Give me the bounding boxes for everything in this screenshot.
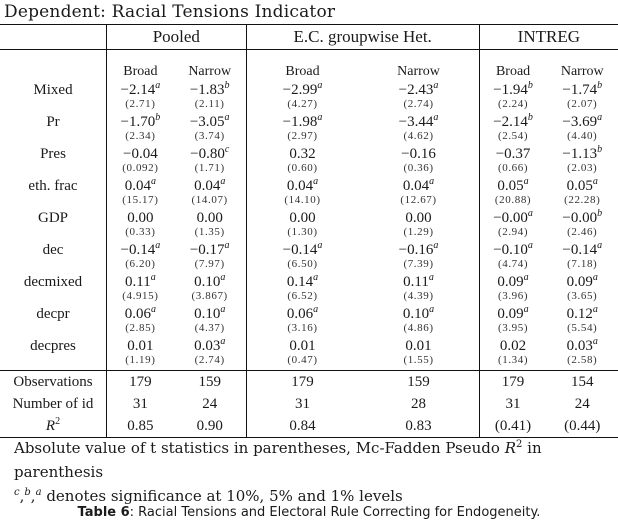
coefficient-cell [358, 178, 479, 210]
stat-value: 0.90 [174, 415, 246, 438]
estimate: −0.17$^a$ [189, 240, 230, 258]
coefficient-cell [246, 210, 358, 242]
coefficient-cell [546, 274, 618, 306]
coefficient-cell [358, 82, 479, 114]
coefficient-cell [479, 210, 546, 242]
coefficient-cell [174, 146, 246, 178]
t-statistic: (4.74) [497, 258, 529, 270]
t-statistic: (2.58) [567, 354, 598, 366]
t-statistic: (1.29) [403, 226, 434, 238]
estimate: −2.14$^b$ [493, 112, 533, 130]
variable-label: Mixed [0, 82, 107, 114]
t-statistic: (5.54) [567, 322, 598, 334]
coefficient-cell [546, 146, 618, 178]
caption-text: : Racial Tensions and Electoral Rule Correcting for Endogeneity. [129, 505, 541, 520]
stat-row [0, 371, 618, 394]
estimate: 0.04$^a$ [124, 176, 156, 194]
significance-marker: a [597, 240, 603, 251]
t-statistic: (2.07) [567, 98, 598, 110]
stat-value: 31 [295, 395, 310, 412]
significance-marker: a [313, 272, 319, 283]
coefficient-cell [246, 178, 358, 210]
coefficient-cell [479, 146, 546, 178]
estimate: 0.04$^a$ [194, 176, 226, 194]
estimate: −2.99$^a$ [282, 80, 323, 98]
coefficient-cell [546, 242, 618, 274]
significance-marker: a [224, 112, 230, 123]
t-statistic: (4.915) [122, 290, 159, 302]
stat-value: 179 [479, 371, 546, 394]
significance-marker: a [433, 112, 439, 123]
coefficient-rows [0, 82, 618, 371]
estimate: −0.00$^a$ [493, 208, 533, 226]
significance-marker: a [220, 336, 226, 347]
estimate: 0.00 [405, 210, 432, 226]
estimate: 0.06$^a$ [124, 304, 156, 322]
significance-marker: b [527, 112, 533, 123]
significance-marker: b [224, 80, 230, 91]
coefficient-cell [546, 178, 618, 210]
t-statistic: (2.71) [125, 98, 156, 110]
significance-marker: a [428, 272, 434, 283]
estimate: 0.10$^a$ [194, 272, 226, 290]
stat-value: (0.41) [479, 415, 546, 438]
significance-marker: a [220, 304, 226, 315]
t-statistic: (4.40) [567, 130, 598, 142]
significance-marker: a [317, 112, 323, 123]
significance-marker: a [151, 176, 156, 187]
coefficient-cell [479, 114, 546, 146]
coefficient-cell [107, 114, 174, 146]
t-statistic: (1.30) [287, 226, 318, 238]
estimate: −0.37 [495, 146, 531, 162]
subheader-narrow: Narrow [174, 50, 246, 83]
t-statistic: (14.10) [284, 194, 321, 206]
coefficient-cell [107, 242, 174, 274]
coefficient-cell [107, 210, 174, 242]
stat-label: Observations [0, 371, 107, 394]
group-header-pooled: Pooled [107, 25, 247, 50]
estimate: 0.00 [196, 210, 223, 226]
estimate: 0.05$^a$ [497, 176, 529, 194]
table-row [0, 178, 618, 210]
estimate: 0.04$^a$ [402, 176, 435, 194]
subheader-narrow: Narrow [560, 64, 604, 79]
stat-value: 31 [132, 395, 148, 412]
table-row [0, 274, 618, 306]
t-statistic: (2.94) [497, 226, 529, 238]
significance-marker: a [155, 240, 161, 251]
variable-label: dec [0, 242, 107, 274]
coefficient-cell [479, 178, 546, 210]
coefficient-cell [246, 274, 358, 306]
coefficient-cell [479, 338, 546, 371]
t-statistic: (0.66) [497, 162, 529, 174]
significance-marker: a [220, 176, 226, 187]
t-statistic: (3.867) [191, 290, 228, 302]
subheader-row [0, 50, 618, 83]
t-statistic: (0.47) [287, 354, 318, 366]
variable-label: decpr [0, 306, 107, 338]
coefficient-cell [546, 306, 618, 338]
coefficient-cell [479, 82, 546, 114]
significance-marker: a [317, 80, 323, 91]
note-line-2: $^c$,$^b$,$^a$ denotes significance at 10%, 5% and 1% levels [14, 487, 403, 505]
variable-label: decpres [0, 338, 107, 371]
coefficient-cell [358, 114, 479, 146]
estimate: 0.01 [127, 338, 154, 354]
coefficient-cell [546, 338, 618, 371]
estimate: −3.44$^a$ [398, 112, 439, 130]
significance-marker: a [155, 80, 161, 91]
variable-label: decmixed [0, 274, 107, 306]
table-row [0, 82, 618, 114]
significance-marker: a [592, 272, 598, 283]
coefficient-cell [174, 242, 246, 274]
t-statistic: (3.95) [497, 322, 529, 334]
estimate: −2.14$^a$ [120, 80, 161, 98]
estimate: −3.69$^a$ [562, 112, 603, 130]
subheader-broad: Broad [285, 64, 320, 79]
estimate: −0.16$^a$ [398, 240, 439, 258]
estimate: 0.09$^a$ [566, 272, 598, 290]
table-caption [0, 505, 618, 520]
stat-value: 24 [174, 393, 246, 415]
estimate: 0.03$^a$ [566, 336, 598, 354]
t-statistic: (0.60) [287, 162, 318, 174]
t-statistic: (4.37) [194, 322, 225, 334]
coefficient-cell [246, 82, 358, 114]
estimate: 0.06$^a$ [286, 304, 319, 322]
significance-marker: a [150, 272, 156, 283]
t-statistic: (2.46) [567, 226, 598, 238]
significance-marker: a [313, 304, 319, 315]
coefficient-cell [358, 242, 479, 274]
group-header-row [0, 25, 618, 50]
t-statistic: (22.28) [564, 194, 601, 206]
stat-value: 0.84 [246, 415, 358, 438]
coefficient-cell [246, 306, 358, 338]
stat-row [0, 393, 618, 415]
table-row [0, 146, 618, 178]
regression-table [0, 24, 618, 438]
coefficient-cell [174, 274, 246, 306]
t-statistic: (2.74) [403, 98, 434, 110]
coefficient-cell [107, 146, 174, 178]
estimate: −1.94$^b$ [493, 80, 533, 98]
coefficient-cell [107, 178, 174, 210]
coefficient-cell [358, 338, 479, 371]
t-statistic: (2.85) [125, 322, 156, 334]
estimate: −0.04 [123, 146, 158, 162]
significance-marker: b [155, 112, 161, 123]
estimate: 0.05$^a$ [566, 176, 598, 194]
significance-marker: a [313, 176, 319, 187]
estimate: 0.01 [289, 338, 316, 354]
stat-label: Number of id [0, 393, 107, 415]
significance-marker: a [523, 176, 529, 187]
t-statistic: (1.71) [194, 162, 225, 174]
significance-marker: b [597, 208, 603, 219]
significance-marker: a [224, 240, 230, 251]
t-statistic: (14.07) [191, 194, 228, 206]
t-statistic: (1.55) [403, 354, 434, 366]
coefficient-cell [358, 306, 479, 338]
table-title: Dependent: Racial Tensions Indicator [4, 2, 336, 22]
coefficient-cell [174, 338, 246, 371]
t-statistic: (7.39) [403, 258, 434, 270]
stat-value: (0.44) [546, 415, 618, 438]
stat-value: 0.85 [107, 415, 174, 438]
estimate: 0.09$^a$ [497, 304, 529, 322]
coefficient-cell [246, 242, 358, 274]
estimate: −0.14$^a$ [562, 240, 603, 258]
significance-marker: a [523, 304, 529, 315]
estimate: 0.00 [127, 210, 154, 226]
t-statistic: (0.33) [125, 226, 156, 238]
note-line-1: Absolute value of t statistics in parentheses, Mc-Fadden Pseudo $R^2$ in parenthesis [14, 439, 542, 481]
significance-marker: a [592, 336, 598, 347]
coefficient-cell [246, 114, 358, 146]
stat-value: 24 [574, 395, 590, 412]
t-statistic: (15.17) [122, 194, 159, 206]
estimate: −1.74$^b$ [562, 80, 603, 98]
significance-marker: c [224, 144, 230, 155]
t-statistic: (3.74) [194, 130, 225, 142]
significance-marker: a [592, 304, 598, 315]
caption-label: Table 6 [77, 505, 130, 520]
coefficient-cell [546, 82, 618, 114]
variable-label: GDP [0, 210, 107, 242]
t-statistic: (2.24) [497, 98, 529, 110]
t-statistic: (4.62) [403, 130, 434, 142]
estimate: −0.14$^a$ [120, 240, 161, 258]
estimate: 0.02 [499, 338, 527, 354]
estimate: 0.01 [405, 338, 432, 354]
stat-value: 159 [174, 371, 246, 394]
t-statistic: (3.96) [497, 290, 529, 302]
stat-value: 179 [107, 371, 174, 394]
statistics-rows [0, 371, 618, 438]
coefficient-cell [246, 338, 358, 371]
table-row [0, 338, 618, 371]
estimate: −2.43$^a$ [398, 80, 439, 98]
significance-marker: b [597, 80, 603, 91]
estimate: 0.10$^a$ [402, 304, 435, 322]
t-statistic: (2.97) [287, 130, 318, 142]
estimate: −0.16 [401, 146, 436, 162]
variable-label: Pr [0, 114, 107, 146]
t-statistic: (4.27) [287, 98, 318, 110]
significance-marker: a [220, 272, 226, 283]
stat-value: 159 [358, 371, 479, 394]
coefficient-cell [107, 306, 174, 338]
estimate: −0.00$^b$ [562, 208, 603, 226]
subheader-broad: Broad [123, 64, 158, 79]
significance-marker: a [597, 112, 603, 123]
significance-marker: a [527, 208, 533, 219]
significance-marker: b [527, 80, 533, 91]
estimate: 0.14$^a$ [286, 272, 319, 290]
coefficient-cell [479, 306, 546, 338]
coefficient-cell [107, 82, 174, 114]
stat-value: 0.83 [358, 415, 479, 438]
table-row [0, 306, 618, 338]
estimate: 0.00 [289, 210, 316, 226]
t-statistic: (1.19) [125, 354, 156, 366]
t-statistic: (20.88) [494, 194, 532, 206]
t-statistic: (6.52) [287, 290, 318, 302]
t-statistic: (12.67) [400, 194, 437, 206]
t-statistic: (0.36) [403, 162, 434, 174]
estimate: 0.09$^a$ [497, 272, 529, 290]
t-statistic: (6.50) [287, 258, 318, 270]
table-row [0, 114, 618, 146]
estimate: 0.12$^a$ [566, 304, 598, 322]
estimate: −1.70$^b$ [120, 112, 161, 130]
t-statistic: (3.16) [287, 322, 318, 334]
significance-marker: a [523, 272, 529, 283]
coefficient-cell [358, 274, 479, 306]
table-notes [14, 436, 618, 508]
stat-value: 28 [358, 393, 479, 415]
significance-marker: a [429, 176, 435, 187]
table-row [0, 242, 618, 274]
t-statistic: (2.54) [497, 130, 529, 142]
t-statistic: (3.65) [567, 290, 598, 302]
stat-label: $R^2$ [0, 415, 107, 438]
coefficient-cell [174, 306, 246, 338]
table-row [0, 210, 618, 242]
t-statistic: (0.092) [122, 162, 159, 174]
coefficient-cell [174, 82, 246, 114]
t-statistic: (4.39) [403, 290, 434, 302]
coefficient-cell [174, 178, 246, 210]
significance-marker: b [597, 144, 603, 155]
estimate: 0.04$^a$ [286, 176, 319, 194]
estimate: 0.03$^a$ [194, 336, 226, 354]
t-statistic: (2.11) [194, 98, 225, 110]
coefficient-cell [479, 242, 546, 274]
estimate: 0.32 [289, 146, 316, 162]
estimate: −1.13$^b$ [562, 144, 603, 162]
coefficient-cell [174, 114, 246, 146]
t-statistic: (7.18) [567, 258, 598, 270]
coefficient-cell [546, 210, 618, 242]
stat-row [0, 415, 618, 438]
significance-marker: a [429, 304, 435, 315]
significance-marker: a [317, 240, 323, 251]
t-statistic: (2.03) [567, 162, 598, 174]
significance-marker: a [592, 176, 598, 187]
t-statistic: (2.74) [194, 354, 225, 366]
coefficient-cell [174, 210, 246, 242]
stat-value: 179 [246, 371, 358, 394]
estimate: −0.14$^a$ [282, 240, 323, 258]
significance-marker: a [433, 80, 439, 91]
group-header-intreg: INTREG [479, 25, 618, 50]
variable-label: eth. frac [0, 178, 107, 210]
variable-label: Pres [0, 146, 107, 178]
stat-value: 31 [505, 395, 521, 412]
t-statistic: (7.97) [194, 258, 225, 270]
t-statistic: (6.20) [125, 258, 156, 270]
estimate: 0.11$^a$ [403, 272, 434, 290]
group-header-ec-groupwise: E.C. groupwise Het. [246, 25, 479, 50]
estimate: 0.11$^a$ [125, 272, 156, 290]
estimate: −0.80$^c$ [190, 144, 230, 162]
t-statistic: (2.34) [125, 130, 156, 142]
t-statistic: (4.86) [403, 322, 434, 334]
subheader-broad: Broad [495, 64, 531, 79]
estimate: 0.10$^a$ [194, 304, 226, 322]
significance-marker: a [527, 240, 533, 251]
coefficient-cell [358, 210, 479, 242]
corner-cell [0, 25, 107, 50]
coefficient-cell [107, 338, 174, 371]
estimate: −3.05$^a$ [189, 112, 230, 130]
coefficient-cell [107, 274, 174, 306]
coefficient-cell [546, 114, 618, 146]
t-statistic: (1.34) [497, 354, 529, 366]
coefficient-cell [358, 146, 479, 178]
estimate: −1.98$^a$ [282, 112, 323, 130]
estimate: −0.10$^a$ [493, 240, 533, 258]
significance-marker: a [433, 240, 439, 251]
coefficient-cell [479, 274, 546, 306]
estimate: −1.83$^b$ [189, 80, 230, 98]
stat-value: 154 [546, 371, 618, 394]
significance-marker: a [151, 304, 156, 315]
coefficient-cell [246, 146, 358, 178]
subheader-narrow: Narrow [358, 50, 479, 83]
t-statistic: (1.35) [194, 226, 225, 238]
